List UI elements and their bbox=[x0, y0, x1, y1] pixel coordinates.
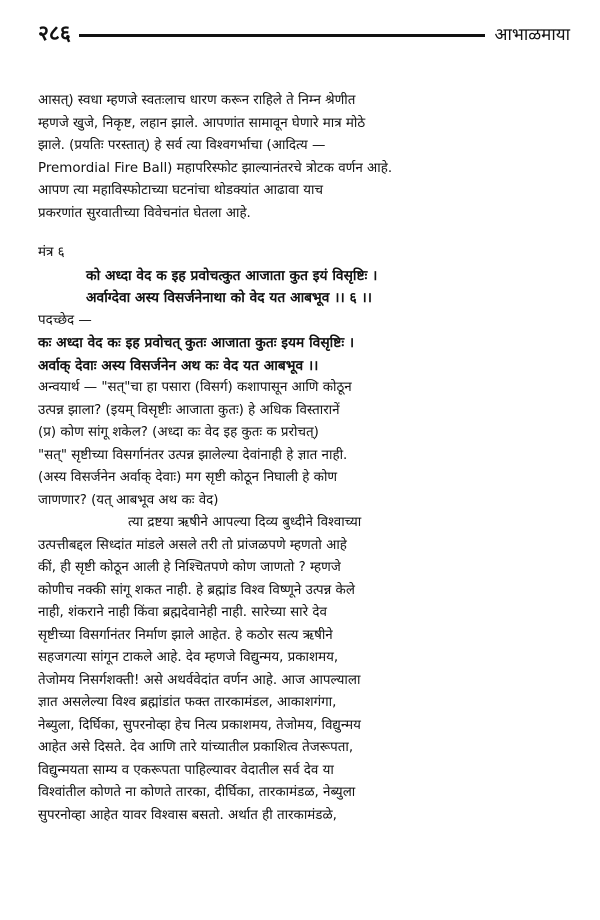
padachhed-verse bbox=[38, 332, 570, 377]
text-line: कीं, ही सृष्टी कोठून आली हे निश्चितपणे कोण जाणतो ? म्हणजे bbox=[38, 560, 341, 575]
text-line: ज्ञात असलेल्या विश्व ब्रह्मांडांत फक्त तारकामंडल, आकाशगंगा, bbox=[38, 695, 337, 710]
text-line: विद्युन्मयता साम्य व एकरूपता पाहिल्यावर वेदातील सर्व देव या bbox=[38, 762, 334, 778]
text-line: आपण त्या महाविस्फोटाच्या घटनांचा थोडक्यांत आढावा याच bbox=[38, 183, 323, 198]
verse-line: को अध्दा वेद क इह प्रवोचत्कुत आजाता कुत इयं विसृष्टिः । bbox=[86, 267, 378, 284]
anvayartha-paragraph bbox=[38, 377, 570, 512]
text-line: आहेत असे दिसते. देव आणि तारे यांच्यातील प्रकाशित्व तेजरूपता, bbox=[38, 740, 354, 755]
page-header bbox=[38, 16, 570, 50]
text-line: तेजोमय निसर्गशक्ती! असे अथर्ववेदांत वर्णन आहे. आज आपल्याला bbox=[38, 672, 361, 688]
mantra-label: मंत्र ६ bbox=[38, 245, 65, 260]
verse-line: अर्वाक् देवाः अस्य विसर्जनेन अथ कः वेद यत आबभूव ।। bbox=[38, 357, 319, 374]
text-line: कोणीच नक्की सांगू शकत नाही. हे ब्रह्मांड विश्व विष्णूने उत्पन्न केले bbox=[38, 582, 355, 598]
text-line: उत्पन्न झाला? (इयम् विसृष्टीः आजाता कुतः) हे अधिक विस्तारानें bbox=[38, 402, 340, 418]
explanation-paragraph bbox=[38, 512, 570, 827]
text-line: उत्पत्तीबद्दल सिध्दांत मांडले असले तरी तो प्रांजळपणे म्हणतो आहे bbox=[38, 537, 347, 553]
spacer bbox=[38, 225, 570, 242]
text-line: Premordial Fire Ball) महापरिस्फोट झाल्यानंतरचे त्रोटक वर्णन आहे. bbox=[38, 160, 393, 176]
running-title: आभाळमाया bbox=[494, 24, 570, 45]
text-line: त्या द्रष्टया ऋषीने आपल्या दिव्य बुध्दीने विश्वाच्या bbox=[128, 515, 362, 530]
verse-line: कः अध्दा वेद कः इह प्रवोचत् कुतः आजाता कुतः इयम विसृष्टिः । bbox=[38, 335, 355, 351]
verse-line: अर्वाग्देवा अस्य विसर्जनेनाथा को वेद यत आबभूव ।। ६ ।। bbox=[86, 290, 372, 306]
text-line: जाणणार? (यत् आबभूव अथ कः वेद) bbox=[38, 492, 219, 508]
text-line: "सत्" सृष्टीच्या विसर्गानंतर उत्पन्न झालेल्या देवांनाही हे ज्ञात नाही. bbox=[38, 447, 348, 463]
intro-paragraph bbox=[38, 90, 570, 225]
text-line: म्हणजे खुजे, निकृष्ट, लहान झाले. आपणांत सामावून घेणारे मात्र मोठे bbox=[38, 115, 366, 131]
header-rule bbox=[79, 34, 485, 37]
text-line: (प्र) कोण सांगू शकेल? (अध्दा कः वेद इह कुतः क प्ररोचत्) bbox=[38, 425, 319, 440]
text-line: नाही, शंकराने नाही किंवा ब्रह्मदेवानेही नाही. सारेच्या सारे देव bbox=[38, 605, 327, 620]
text-line: अन्वयार्थ — "सत्"चा हा पसारा (विसर्ग) कशापासून आणि कोठून bbox=[38, 380, 352, 395]
text-line: आसत्) स्वधा म्हणजे स्वतःलाच धारण करून राहिले ते निम्न श्रेणीत bbox=[38, 93, 356, 108]
text-line: सृष्टीच्या विसर्गानंतर निर्माण झाले आहेत. हे कठोर सत्य ऋषीने bbox=[38, 627, 333, 643]
text-line: सुपरनोव्हा आहेत यावर विश्वास बसतो. अर्थात ही तारकामंडळे, bbox=[38, 807, 337, 823]
text-line: विश्वांतील कोणते ना कोणते तारका, दीर्घिका, तारकामंडळ, नेब्युला bbox=[38, 785, 356, 800]
text-line: झाले. (प्रयतिः परस्तात्) हे सर्व त्या विश्वगर्भाचा (आदित्य — bbox=[38, 138, 326, 153]
text-line: प्रकरणांत सुरवातीच्या विवेचनांत घेतला आहे. bbox=[38, 205, 251, 221]
text-line: नेब्युला, दिर्घिका, सुपरनोव्हा हेच नित्य प्रकाशमय, तेजोमय, विद्युन्मय bbox=[38, 717, 361, 733]
text-line: (अस्य विसर्जनेन अर्वाक् देवाः) मग सृष्टी कोठून निघाली हे कोण bbox=[38, 470, 338, 485]
page-body bbox=[38, 90, 570, 827]
text-line: सहजगत्या सांगून टाकले आहे. देव म्हणजे विद्युन्मय, प्रकाशमय, bbox=[38, 650, 339, 665]
page-number: २८६ bbox=[38, 21, 71, 45]
mantra-verse bbox=[86, 265, 570, 310]
padachhed-label: पदच्छेद — bbox=[38, 312, 92, 328]
